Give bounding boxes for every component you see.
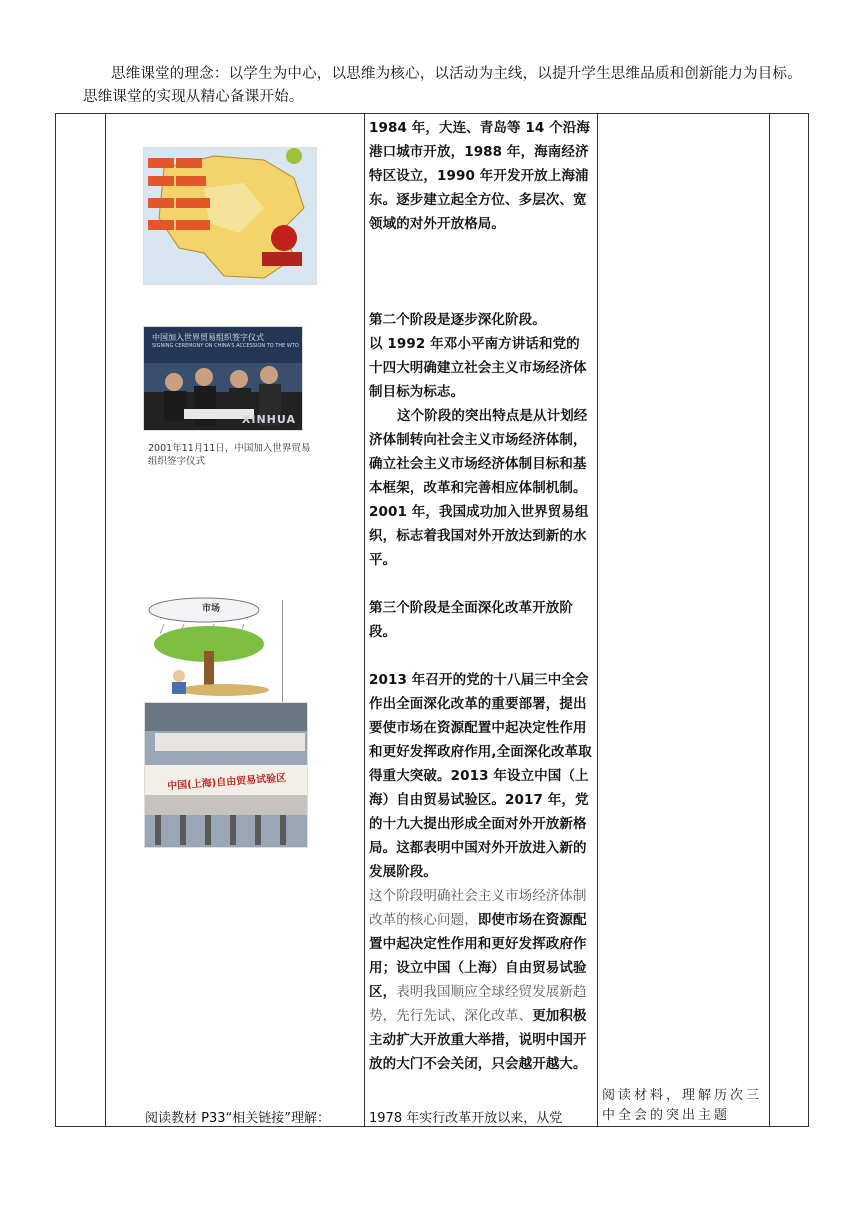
summary-part-c: 表明我国顺应全球经贸发展新趋势，先行先试、深化改革、 <box>369 984 587 1024</box>
column-divider-1 <box>105 114 106 1126</box>
header-paragraph: 思维课堂的理念：以学生为中心，以思维为核心，以活动为主线，以提升学生思维品质和创新能力为目标。思维课堂的实现从精心备课开始。 <box>83 66 802 105</box>
wto-photo-caption: 2001年11月11日，中国加入世界贸易组织签字仪式 <box>148 443 311 467</box>
wto-banner-english: SIGNING CEREMONY ON CHINA'S ACCESSION TO THE WTO <box>152 343 299 349</box>
wto-banner-text: 中国加入世界贸易组织签字仪式 <box>152 333 264 342</box>
xinhua-watermark: XINHUA <box>241 413 296 426</box>
cloud-label-market: 市场 <box>202 604 221 614</box>
summary-part-d: 更加积极主动扩大开放重大举措，说明中国开放的大门不会关闭，只会越开越大。 <box>369 1008 587 1072</box>
china-open-areas-map-image <box>143 147 317 285</box>
stage-three-details: 2013 年召开的党的十八届三中全会作出全面深化改革的重要部署，提出要使市场在资源配置中起决定性作用和更好发挥政府作用,全面深化改革取得重大突破。2013 年设立中国（上海）自由贸易试验区。2017 年，党的十九大提出形成全面对外开放新格局。这都表明中国对外开放进入新的发展阶段。 <box>369 672 592 880</box>
middle-column-text <box>369 116 593 1076</box>
middle-bottom-text: 1978 年实行改革开放以来，从党 <box>369 1111 563 1126</box>
stage-two-title: 第二个阶段是逐步深化阶段。 <box>369 312 546 328</box>
column-divider-3 <box>597 114 598 1126</box>
column-divider-2 <box>364 114 365 1126</box>
image-selection-line <box>282 600 283 702</box>
stage-two-marker: 以 1992 年邓小平南方讲话和党的十四大明确建立社会主义市场经济体制目标为标志。 <box>369 336 587 400</box>
summary-part-a: 这个阶段明确社会主义市场经济体制改革的核心问题， <box>369 888 587 928</box>
market-tree-cartoon-image <box>144 596 282 698</box>
wto-signing-ceremony-image <box>143 326 303 431</box>
paragraph-opening-cities: 1984 年，大连、青岛等 14 个沿海港口城市开放，1988 年，海南经济特区设立，1990 年开发开放上海浦东。逐步建立起全方位、多层次、宽领域的对外开放格局。 <box>369 120 590 232</box>
ftz-sign-text: 中国(上海)自由贸易试验区 <box>166 772 287 793</box>
shanghai-ftz-image <box>144 702 308 848</box>
lesson-table <box>55 113 809 1127</box>
stage-two-features: 这个阶段的突出特点是从计划经济体制转向社会主义市场经济体制，确立社会主义市场经济体制目标和基本框架，改革和完善相应体制机制。2001 年，我国成功加入世界贸易组织，标志着我国对外开放达到新的水平。 <box>369 408 589 568</box>
stage-three-title: 第三个阶段是全面深化改革开放阶段。 <box>369 600 573 640</box>
right-column-instruction: 阅读材料，理解历次三中全会的突出主题 <box>602 1088 763 1123</box>
left-bottom-instruction: 阅读教材 P33“相关链接”理解： <box>145 1111 330 1126</box>
stage-three-summary <box>369 884 593 1076</box>
summary-part-b: 即使市场在资源配置中起决定性作用和更好发挥政府作用；设立中国（上海）自由贸易试验区， <box>369 912 587 1000</box>
column-divider-4 <box>769 114 770 1126</box>
